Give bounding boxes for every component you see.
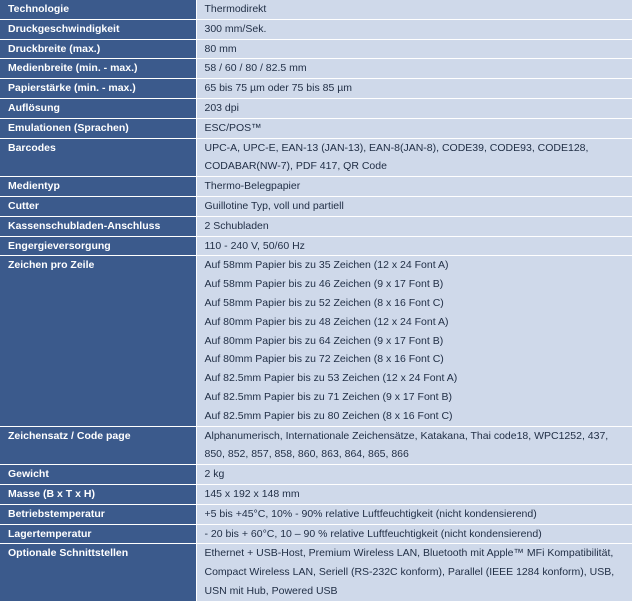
spec-value <box>196 236 632 256</box>
spec-label: Zeichen pro Zeile <box>0 256 196 426</box>
spec-value <box>196 98 632 118</box>
spec-row <box>0 524 632 544</box>
spec-value-line: Auf 82.5mm Papier bis zu 71 Zeichen (9 x 17 Font B) <box>204 390 452 403</box>
spec-value-line: Auf 80mm Papier bis zu 48 Zeichen (12 x 24 Font A) <box>204 315 449 328</box>
spec-value-line: 145 x 192 x 148 mm <box>204 487 300 500</box>
spec-row <box>0 216 632 236</box>
spec-value <box>196 216 632 236</box>
spec-value <box>196 19 632 39</box>
spec-value-line: Auf 58mm Papier bis zu 46 Zeichen (9 x 17 Font B) <box>204 278 444 291</box>
spec-label: Engergieversorgung <box>0 236 196 256</box>
spec-value-line: Guillotine Typ, voll und partiell <box>204 199 344 212</box>
spec-value-line: Auf 82.5mm Papier bis zu 53 Zeichen (12 x 24 Font A) <box>204 372 458 385</box>
spec-value-line: 203 dpi <box>204 101 239 114</box>
spec-value-line: 65 bis 75 µm oder 75 bis 85 µm <box>204 82 353 95</box>
spec-label: Betriebstemperatur <box>0 504 196 524</box>
spec-row <box>0 426 632 465</box>
spec-value-line: ESC/POS™ <box>204 121 262 134</box>
spec-value-line: Ethernet + USB-Host, Premium Wireless LAN, Bluetooth mit Apple™ MFi Kompatibilität, <box>204 547 614 560</box>
spec-row <box>0 236 632 256</box>
spec-row <box>0 256 632 426</box>
spec-row <box>0 504 632 524</box>
spec-value-line: Thermodirekt <box>204 3 267 15</box>
spec-label: Technologie <box>0 0 196 19</box>
spec-value-line: 58 / 60 / 80 / 82.5 mm <box>204 62 307 75</box>
spec-value-line: Auf 80mm Papier bis zu 64 Zeichen (9 x 17 Font B) <box>204 334 444 347</box>
spec-value-line: Alphanumerisch, Internationale Zeichensätze, Katakana, Thai code18, WPC1252, 437, <box>204 429 609 442</box>
spec-value <box>196 39 632 59</box>
spec-value-line: 2 Schubladen <box>204 219 269 232</box>
spec-row <box>0 544 632 601</box>
spec-value-line: 80 mm <box>204 42 237 55</box>
spec-label: Barcodes <box>0 138 196 177</box>
spec-label: Auflösung <box>0 98 196 118</box>
spec-row <box>0 138 632 177</box>
spec-row <box>0 98 632 118</box>
spec-label: Cutter <box>0 196 196 216</box>
spec-value-line: CODABAR(NW-7), PDF 417, QR Code <box>204 160 387 173</box>
spec-value-line: Compact Wireless LAN, Seriell (RS-232C konform), Parallel (IEEE 1284 konform), USB, <box>204 566 615 579</box>
spec-label: Emulationen (Sprachen) <box>0 118 196 138</box>
spec-row <box>0 465 632 485</box>
spec-label: Masse (B x T x H) <box>0 484 196 504</box>
spec-value <box>196 59 632 79</box>
spec-value-line: Auf 82.5mm Papier bis zu 80 Zeichen (8 x 16 Font C) <box>204 409 453 422</box>
spec-value-line: - 20 bis + 60°C, 10 – 90 % relative Luftfeuchtigkeit (nicht kondensierend) <box>204 527 542 540</box>
spec-row <box>0 196 632 216</box>
spec-value-line: USN mit Hub, Powered USB <box>204 584 338 597</box>
spec-label: Kassenschubladen-Anschluss <box>0 216 196 236</box>
spec-value-line: +5 bis +45°C, 10% - 90% relative Luftfeuchtigkeit (nicht kondensierend) <box>204 507 537 520</box>
spec-row <box>0 59 632 79</box>
spec-value <box>196 256 632 426</box>
spec-value <box>196 544 632 601</box>
spec-value <box>196 524 632 544</box>
spec-value-line: 2 kg <box>204 468 225 481</box>
spec-row <box>0 19 632 39</box>
spec-label: Gewicht <box>0 465 196 485</box>
spec-value <box>196 196 632 216</box>
spec-value <box>196 79 632 99</box>
spec-row <box>0 0 632 19</box>
spec-label: Lagertemperatur <box>0 524 196 544</box>
spec-value <box>196 465 632 485</box>
spec-value <box>196 118 632 138</box>
spec-value-line: 300 mm/Sek. <box>204 22 267 35</box>
spec-value <box>196 426 632 465</box>
spec-label: Papierstärke (min. - max.) <box>0 79 196 99</box>
spec-value <box>196 138 632 177</box>
spec-label: Optionale Schnittstellen <box>0 544 196 601</box>
spec-row <box>0 79 632 99</box>
spec-row <box>0 118 632 138</box>
spec-row <box>0 39 632 59</box>
spec-label: Druckbreite (max.) <box>0 39 196 59</box>
spec-label: Medientyp <box>0 177 196 197</box>
spec-value-line: UPC-A, UPC-E, EAN-13 (JAN-13), EAN-8(JAN-8), CODE39, CODE93, CODE128, <box>204 141 589 154</box>
spec-label: Zeichensatz / Code page <box>0 426 196 465</box>
spec-value <box>196 177 632 197</box>
spec-value <box>196 504 632 524</box>
spec-row <box>0 484 632 504</box>
spec-value-line: Auf 58mm Papier bis zu 52 Zeichen (8 x 16 Font C) <box>204 296 444 309</box>
spec-label: Druckgeschwindigkeit <box>0 19 196 39</box>
spec-value <box>196 484 632 504</box>
spec-row <box>0 177 632 197</box>
spec-value-line: 110 - 240 V, 50/60 Hz <box>204 239 305 252</box>
spec-value-line: Auf 58mm Papier bis zu 35 Zeichen (12 x 24 Font A) <box>204 259 449 272</box>
spec-value-line: Thermo-Belegpapier <box>204 180 301 193</box>
spec-label: Medienbreite (min. - max.) <box>0 59 196 79</box>
spec-value-line: 850, 852, 857, 858, 860, 863, 864, 865, 866 <box>204 448 409 461</box>
spec-value <box>196 0 632 19</box>
spec-value-line: Auf 80mm Papier bis zu 72 Zeichen (8 x 16 Font C) <box>204 353 444 366</box>
